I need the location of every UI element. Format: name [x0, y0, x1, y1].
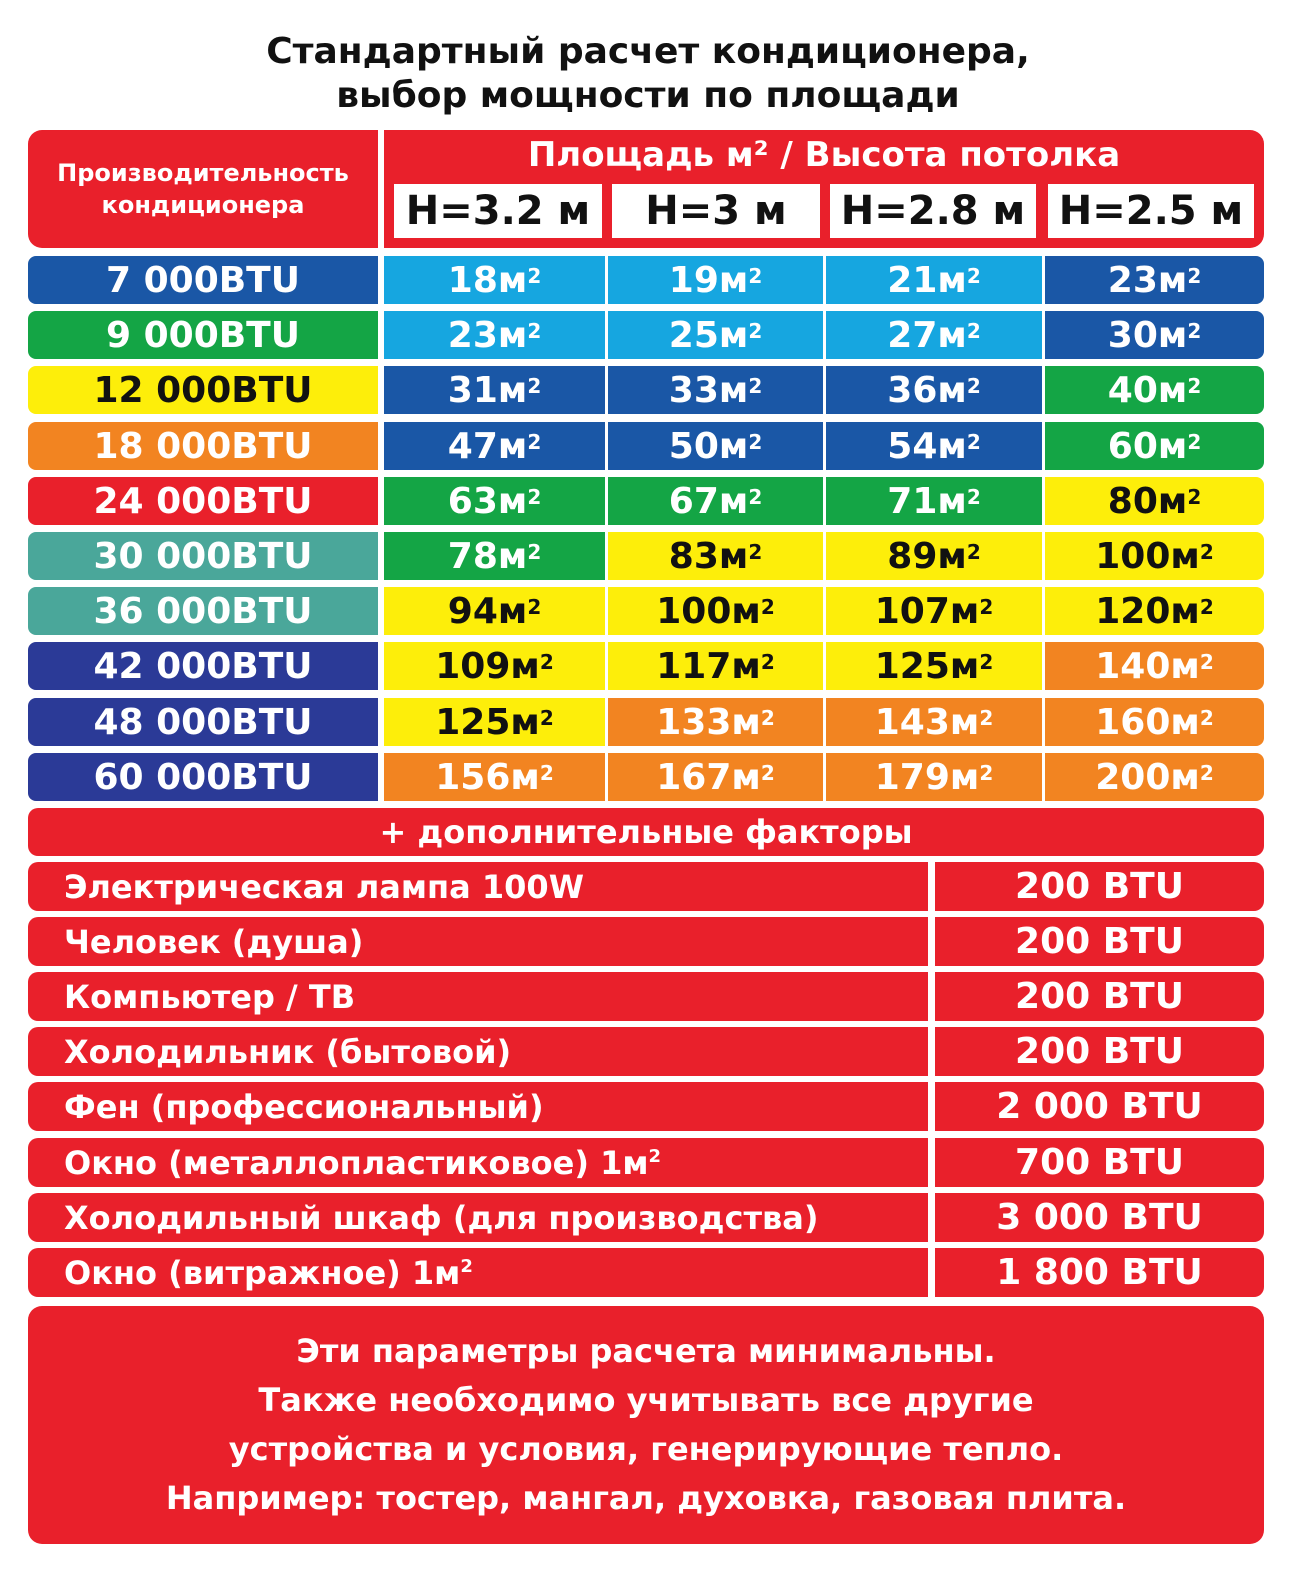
factor-value: 1 800 BTU [935, 1248, 1264, 1297]
area-unit: м [1157, 314, 1188, 356]
area-cell [608, 587, 823, 635]
area-unit-superscript: 2 [1199, 650, 1214, 674]
btu-label: 42 000BTU [28, 642, 378, 690]
btu-label: 30 000BTU [28, 532, 378, 580]
area-unit: м [718, 425, 749, 467]
area-unit: м [718, 480, 749, 522]
area-value: 60 [1107, 425, 1158, 467]
btu-label: 48 000BTU [28, 698, 378, 746]
area-unit-superscript: 2 [527, 540, 542, 564]
area-cell [384, 532, 605, 580]
area-unit-superscript: 2 [966, 540, 981, 564]
factor-label-text: Электрическая лампа 100W [64, 867, 584, 906]
title-line-2: выбор мощности по площади [336, 75, 960, 116]
area-value: 54 [887, 425, 938, 467]
area-unit-superscript: 2 [748, 319, 763, 343]
area-unit: м [937, 259, 967, 301]
area-unit-superscript: 2 [1187, 319, 1202, 343]
area-cell [1045, 422, 1264, 470]
area-unit-superscript: 2 [527, 595, 542, 619]
area-cell [826, 256, 1042, 304]
factor-value: 700 BTU [935, 1138, 1264, 1187]
factor-value: 200 BTU [935, 862, 1264, 911]
area-unit: м [497, 535, 528, 577]
area-value: 19 [668, 259, 719, 301]
area-unit: м [718, 259, 749, 301]
height-label-2-5: H=2.5 м [1048, 184, 1254, 238]
area-value: 80 [1107, 480, 1158, 522]
area-unit-superscript: 2 [979, 706, 994, 730]
area-unit-superscript: 2 [1199, 595, 1214, 619]
factor-value: 200 BTU [935, 972, 1264, 1021]
factors-header: + дополнительные факторы [28, 808, 1264, 856]
area-value: 40 [1107, 369, 1158, 411]
page-title [0, 30, 1296, 118]
btu-label: 18 000BTU [28, 422, 378, 470]
factor-superscript: 2 [648, 1146, 662, 1167]
area-unit: м [731, 701, 761, 743]
area-cell [1045, 698, 1264, 746]
area-value: 117 [656, 645, 732, 687]
area-unit-superscript: 2 [760, 595, 775, 619]
area-cell [608, 366, 823, 414]
btu-label: 24 000BTU [28, 477, 378, 525]
btu-label: 7 000BTU [28, 256, 378, 304]
area-unit-superscript: 2 [527, 485, 542, 509]
height-label-3-2: H=3.2 м [394, 184, 602, 238]
area-value: 156 [435, 756, 511, 798]
area-value: 27 [887, 314, 938, 356]
area-unit: м [510, 756, 540, 798]
area-cell [826, 587, 1042, 635]
area-cell [826, 366, 1042, 414]
area-unit: м [497, 590, 528, 632]
area-unit-superscript: 2 [539, 650, 554, 674]
factor-value: 3 000 BTU [935, 1193, 1264, 1242]
area-cell [826, 642, 1042, 690]
header-capacity-line-1: Производительность [57, 159, 349, 187]
factor-label-text: Холодильник (бытовой) [64, 1032, 512, 1071]
area-unit: м [1157, 425, 1188, 467]
area-cell [1045, 477, 1264, 525]
factor-value: 2 000 BTU [935, 1082, 1264, 1131]
area-unit-superscript: 2 [966, 264, 981, 288]
area-cell [384, 587, 605, 635]
factor-label [28, 917, 928, 966]
area-unit: м [510, 701, 540, 743]
area-value: 167 [656, 756, 732, 798]
area-unit: м [949, 701, 980, 743]
area-cell [384, 256, 605, 304]
area-value: 125 [874, 645, 950, 687]
area-cell [826, 753, 1042, 801]
header-capacity-line-2: кондиционера [101, 191, 305, 219]
area-unit: м [937, 535, 967, 577]
area-value: 18 [447, 259, 498, 301]
area-unit: м [1170, 701, 1200, 743]
area-unit-superscript: 2 [760, 706, 775, 730]
area-cell [1045, 753, 1264, 801]
area-value: 89 [887, 535, 938, 577]
note-line-2: Также необходимо учитывать все другие [258, 1381, 1034, 1419]
area-value: 100 [1095, 535, 1171, 577]
area-value: 125 [435, 701, 511, 743]
area-unit: м [949, 590, 980, 632]
area-unit-superscript: 2 [527, 264, 542, 288]
area-value: 143 [874, 701, 950, 743]
area-unit-superscript: 2 [539, 706, 554, 730]
btu-label: 60 000BTU [28, 753, 378, 801]
area-value: 107 [874, 590, 950, 632]
area-unit: м [731, 590, 761, 632]
area-value: 100 [656, 590, 732, 632]
area-cell [384, 422, 605, 470]
area-unit-superscript: 2 [527, 430, 542, 454]
area-value: 120 [1095, 590, 1171, 632]
area-unit-superscript: 2 [966, 319, 981, 343]
area-unit-superscript: 2 [966, 374, 981, 398]
area-cell [608, 256, 823, 304]
area-value: 179 [874, 756, 950, 798]
height-label-3: H=3 м [612, 184, 820, 238]
area-unit: м [937, 314, 967, 356]
area-unit: м [497, 314, 528, 356]
area-cell [826, 477, 1042, 525]
factor-label-text: Компьютер / ТВ [64, 977, 356, 1016]
area-value: 30 [1107, 314, 1158, 356]
area-unit: м [497, 425, 528, 467]
area-cell [1045, 256, 1264, 304]
area-unit-superscript: 2 [760, 761, 775, 785]
area-cell [384, 311, 605, 359]
area-unit-superscript: 2 [1199, 706, 1214, 730]
factor-label-text: Холодильный шкаф (для производства) [64, 1198, 819, 1237]
area-unit: м [1157, 259, 1188, 301]
note-line-4: Например: тостер, мангал, духовка, газовая плита. [165, 1479, 1127, 1517]
btu-label: 36 000BTU [28, 587, 378, 635]
area-cell [826, 698, 1042, 746]
area-unit-superscript: 2 [1187, 374, 1202, 398]
area-unit-superscript: 2 [1187, 430, 1202, 454]
title-line-1: Стандартный расчет кондиционера, [266, 31, 1030, 72]
area-unit-superscript: 2 [748, 264, 763, 288]
area-unit: м [718, 314, 749, 356]
note-line-1: Эти параметры расчета минимальны. [296, 1332, 996, 1370]
area-unit-superscript: 2 [979, 595, 994, 619]
factor-label-text: Окно (витражное) 1м [64, 1253, 461, 1292]
factor-label-text: Человек (душа) [64, 922, 364, 961]
factor-label [28, 1082, 928, 1131]
area-value: 47 [447, 425, 498, 467]
area-unit-superscript: 2 [979, 761, 994, 785]
header-capacity-cell [28, 130, 378, 248]
area-unit-superscript: 2 [748, 540, 763, 564]
area-unit-superscript: 2 [1199, 540, 1214, 564]
factor-superscript: 2 [460, 1256, 473, 1277]
height-label-2-8: H=2.8 м [830, 184, 1036, 238]
area-value: 36 [887, 369, 938, 411]
area-cell [384, 366, 605, 414]
area-unit: м [949, 645, 980, 687]
factor-label [28, 862, 928, 911]
area-unit-superscript: 2 [539, 761, 554, 785]
area-cell [608, 422, 823, 470]
factor-label [28, 1138, 928, 1187]
area-unit: м [937, 369, 967, 411]
area-cell [1045, 366, 1264, 414]
area-cell [826, 532, 1042, 580]
area-cell [826, 422, 1042, 470]
area-unit-superscript: 2 [979, 650, 994, 674]
area-unit-superscript: 2 [1199, 761, 1214, 785]
area-unit: м [1170, 535, 1200, 577]
area-cell [608, 477, 823, 525]
factor-value: 200 BTU [935, 917, 1264, 966]
area-value: 140 [1095, 645, 1171, 687]
area-cell [608, 753, 823, 801]
note-box [28, 1306, 1264, 1544]
area-unit-superscript: 2 [1187, 264, 1202, 288]
area-unit: м [718, 535, 749, 577]
area-cell [826, 311, 1042, 359]
area-unit-superscript: 2 [748, 374, 763, 398]
factor-label-text: Окно (металлопластиковое) 1м [64, 1143, 649, 1182]
area-unit: м [949, 756, 980, 798]
area-unit: м [731, 756, 761, 798]
area-value: 50 [668, 425, 719, 467]
area-cell [608, 698, 823, 746]
btu-label: 12 000BTU [28, 366, 378, 414]
area-unit-superscript: 2 [527, 374, 542, 398]
area-value: 67 [668, 480, 719, 522]
factor-label [28, 1027, 928, 1076]
area-value: 71 [887, 480, 938, 522]
area-unit: м [1157, 369, 1188, 411]
factor-label-text: Фен (профессиональный) [64, 1087, 544, 1126]
area-cell [1045, 532, 1264, 580]
area-value: 109 [435, 645, 511, 687]
area-unit: м [937, 425, 967, 467]
area-unit: м [1170, 645, 1200, 687]
area-value: 31 [447, 369, 498, 411]
area-unit: м [510, 645, 540, 687]
area-unit-superscript: 2 [966, 430, 981, 454]
area-unit: м [718, 369, 749, 411]
area-cell [608, 532, 823, 580]
area-unit: м [731, 645, 761, 687]
area-value: 33 [668, 369, 719, 411]
factor-label [28, 972, 928, 1021]
area-cell [608, 642, 823, 690]
area-value: 25 [668, 314, 719, 356]
factor-label [28, 1193, 928, 1242]
area-value: 83 [668, 535, 719, 577]
area-value: 21 [887, 259, 938, 301]
area-cell [384, 477, 605, 525]
area-cell [1045, 311, 1264, 359]
area-value: 160 [1095, 701, 1171, 743]
area-unit: м [497, 259, 528, 301]
area-cell [1045, 587, 1264, 635]
note-line-3: устройства и условия, генерирующие тепло. [228, 1430, 1064, 1468]
area-unit: м [937, 480, 967, 522]
area-cell [384, 642, 605, 690]
factor-value: 200 BTU [935, 1027, 1264, 1076]
area-unit-superscript: 2 [1187, 485, 1202, 509]
area-unit-superscript: 2 [748, 430, 763, 454]
area-unit-superscript: 2 [966, 485, 981, 509]
area-unit: м [1170, 590, 1200, 632]
area-unit: м [497, 480, 528, 522]
area-unit-superscript: 2 [527, 319, 542, 343]
area-cell [384, 698, 605, 746]
area-unit-superscript: 2 [748, 485, 763, 509]
area-value: 200 [1095, 756, 1171, 798]
area-unit-superscript: 2 [760, 650, 775, 674]
area-value: 94 [447, 590, 498, 632]
area-cell [1045, 642, 1264, 690]
factor-label [28, 1248, 928, 1297]
area-unit: м [1170, 756, 1200, 798]
area-value: 23 [1107, 259, 1158, 301]
area-cell [384, 753, 605, 801]
area-value: 133 [656, 701, 732, 743]
area-unit: м [497, 369, 528, 411]
area-value: 78 [447, 535, 498, 577]
area-unit: м [1157, 480, 1188, 522]
area-cell [608, 311, 823, 359]
area-value: 23 [447, 314, 498, 356]
area-value: 63 [447, 480, 498, 522]
btu-label: 9 000BTU [28, 311, 378, 359]
header-area-title: Площадь м² / Высота потолка [527, 135, 1121, 175]
